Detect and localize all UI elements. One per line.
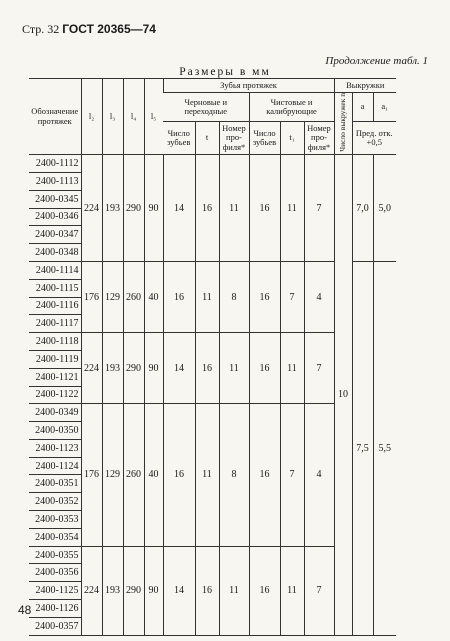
finish-count-cell: 16 <box>249 261 280 332</box>
finish-count-cell: 16 <box>249 155 280 262</box>
header-teeth: Зубья протяжек <box>163 79 334 93</box>
finish-profile-cell: 4 <box>304 404 334 546</box>
rough-profile-cell: 11 <box>219 333 249 404</box>
l2-cell: 224 <box>81 155 102 262</box>
finish-profile-cell: 7 <box>304 155 334 262</box>
finish-profile-cell: 7 <box>304 546 334 635</box>
rough-count-cell: 14 <box>163 333 195 404</box>
finish-profile-cell: 7 <box>304 333 334 404</box>
header-a: a <box>352 93 373 122</box>
l2-cell: 224 <box>81 546 102 635</box>
l5-cell: 90 <box>144 155 163 262</box>
rough-t-cell: 16 <box>195 546 219 635</box>
header-l3: l₃ <box>102 79 123 155</box>
finish-t-cell: 7 <box>280 261 304 332</box>
rough-count-cell: 14 <box>163 155 195 262</box>
header-rough-count: Число зубьев <box>163 121 195 154</box>
designation-cell: 2400-1123 <box>29 439 81 457</box>
rough-count-cell: 16 <box>163 261 195 332</box>
l5-cell: 40 <box>144 261 163 332</box>
rough-t-cell: 11 <box>195 261 219 332</box>
designation-cell: 2400-0345 <box>29 190 81 208</box>
header-finish-profile: Номер про- филя* <box>304 121 334 154</box>
l3-cell: 193 <box>102 155 123 262</box>
header-recess-count <box>334 93 352 155</box>
designation-cell: 2400-1112 <box>29 155 81 173</box>
l5-cell: 90 <box>144 546 163 635</box>
a1-cell-block1: 5,0 <box>373 155 396 262</box>
header-l4: l₄ <box>123 79 144 155</box>
designation-cell: 2400-1126 <box>29 600 81 618</box>
header-designation: Обозначение протяжек <box>29 79 81 155</box>
finish-t-cell: 11 <box>280 333 304 404</box>
designation-cell: 2400-0357 <box>29 617 81 635</box>
designation-cell: 2400-1113 <box>29 172 81 190</box>
l4-cell: 290 <box>123 333 144 404</box>
designation-cell: 2400-1121 <box>29 368 81 386</box>
table-row <box>29 155 396 173</box>
designation-cell: 2400-0354 <box>29 528 81 546</box>
finish-t-cell: 11 <box>280 155 304 262</box>
rough-profile-cell: 11 <box>219 546 249 635</box>
designation-cell: 2400-0350 <box>29 422 81 440</box>
designation-cell: 2400-0353 <box>29 511 81 529</box>
rough-count-cell: 14 <box>163 546 195 635</box>
designation-cell: 2400-0355 <box>29 546 81 564</box>
designation-cell: 2400-1114 <box>29 261 81 279</box>
designation-cell: 2400-0346 <box>29 208 81 226</box>
l4-cell: 290 <box>123 155 144 262</box>
header-finish: Чистовые и калибрующие <box>249 93 334 122</box>
l4-cell: 260 <box>123 261 144 332</box>
l4-cell: 260 <box>123 404 144 546</box>
header-a1: a₁ <box>373 93 396 122</box>
l3-cell: 129 <box>102 404 123 546</box>
designation-cell: 2400-1119 <box>29 350 81 368</box>
page-number: 48 <box>18 603 32 617</box>
rough-t-cell: 16 <box>195 155 219 262</box>
l2-cell: 176 <box>81 261 102 332</box>
header-tolerance: Пред. отк. +0,5 <box>352 121 396 154</box>
units-caption: Размеры в мм <box>179 66 271 78</box>
header-l2: l₂ <box>81 79 102 155</box>
header-recesses: Выкружки <box>334 79 396 93</box>
a1-cell-block2: 5,5 <box>373 261 396 635</box>
designation-cell: 2400-1117 <box>29 315 81 333</box>
l5-cell: 90 <box>144 333 163 404</box>
designation-cell: 2400-0351 <box>29 475 81 493</box>
standard-number: ГОСТ 20365—74 <box>62 22 156 36</box>
header-finish-t: t₁ <box>280 121 304 154</box>
l2-cell: 224 <box>81 333 102 404</box>
designation-cell: 2400-1125 <box>29 582 81 600</box>
designation-cell: 2400-0347 <box>29 226 81 244</box>
rough-count-cell: 16 <box>163 404 195 546</box>
finish-count-cell: 16 <box>249 404 280 546</box>
header-l5: l₅ <box>144 79 163 155</box>
designation-cell: 2400-1115 <box>29 279 81 297</box>
l3-cell: 193 <box>102 333 123 404</box>
l3-cell: 129 <box>102 261 123 332</box>
table-body <box>29 155 396 636</box>
finish-profile-cell: 4 <box>304 261 334 332</box>
finish-t-cell: 11 <box>280 546 304 635</box>
header-rough-profile: Номер про- филя* <box>219 121 249 154</box>
table-continuation-note: Продолжение табл. 1 <box>325 55 428 67</box>
recess-count-value: 10 <box>338 389 348 401</box>
designation-cell: 2400-0356 <box>29 564 81 582</box>
header-recess-count-label: Число выкружек n <box>337 93 347 152</box>
rough-profile-cell: 8 <box>219 404 249 546</box>
rough-t-cell: 11 <box>195 404 219 546</box>
designation-cell: 2400-1124 <box>29 457 81 475</box>
broach-dimensions-table <box>29 78 396 636</box>
l4-cell: 290 <box>123 546 144 635</box>
designation-cell: 2400-0348 <box>29 244 81 262</box>
a-cell-block1: 7,0 <box>352 155 373 262</box>
header-finish-count: Число зубьев <box>249 121 280 154</box>
l3-cell: 193 <box>102 546 123 635</box>
finish-count-cell: 16 <box>249 333 280 404</box>
rough-t-cell: 16 <box>195 333 219 404</box>
rough-profile-cell: 11 <box>219 155 249 262</box>
designation-cell: 2400-0349 <box>29 404 81 422</box>
designation-cell: 2400-1118 <box>29 333 81 351</box>
l2-cell: 176 <box>81 404 102 546</box>
rough-profile-cell: 8 <box>219 261 249 332</box>
designation-cell: 2400-0352 <box>29 493 81 511</box>
finish-count-cell: 16 <box>249 546 280 635</box>
recess-count-cell <box>334 155 352 636</box>
page-header-prefix: Стр. 32 <box>22 22 60 36</box>
designation-cell: 2400-1122 <box>29 386 81 404</box>
l5-cell: 40 <box>144 404 163 546</box>
page-header <box>22 22 156 37</box>
header-rough: Черновые и переходные <box>163 93 249 122</box>
designation-cell: 2400-1116 <box>29 297 81 315</box>
header-rough-t: t <box>195 121 219 154</box>
finish-t-cell: 7 <box>280 404 304 546</box>
a-cell-block2: 7,5 <box>352 261 373 635</box>
